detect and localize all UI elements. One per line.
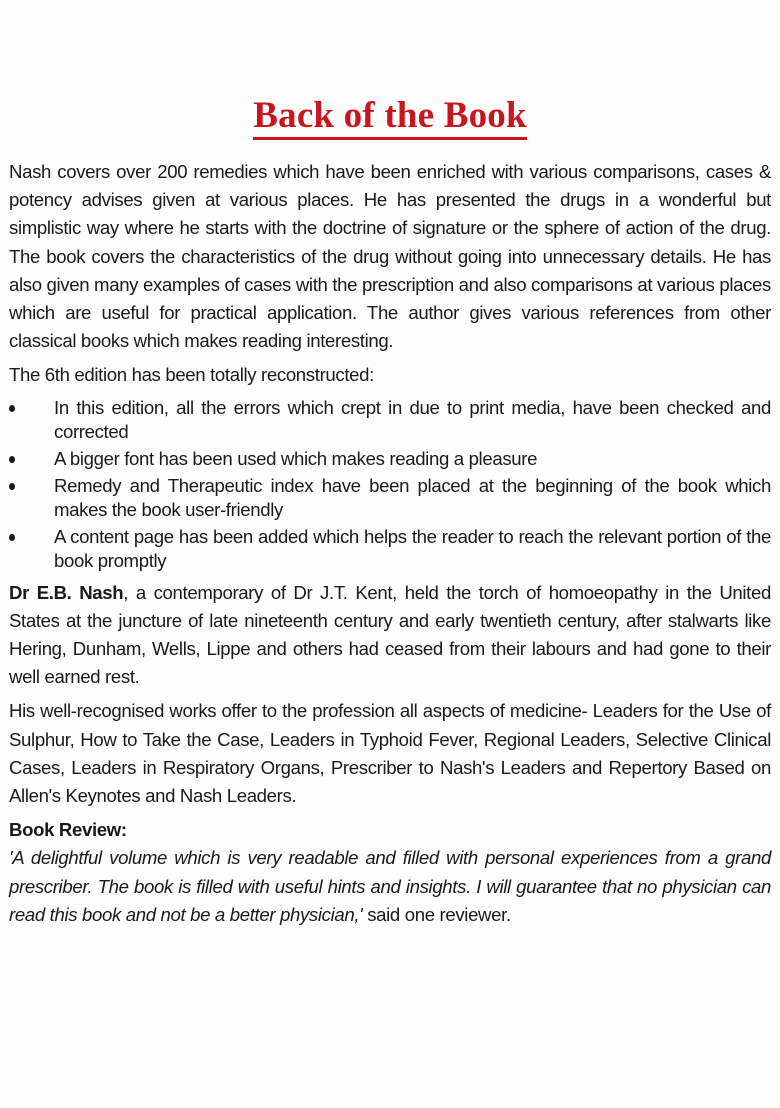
list-item-text: A content page has been added which helps the reader to reach the relevant portion of the book promptly [54, 525, 771, 571]
review-quote: 'A delightful volume which is very readable and filled with personal experiences from a grand prescriber. The book is filled with useful hints and insights. I will guarantee that no physician can read this book and not be a better physician,' [9, 847, 771, 925]
intro-paragraph: Nash covers over 200 remedies which have been enriched with various comparisons, cases & potency advises given at various places. He has presented the drugs in a wonderful but simplistic way where he starts with the doctrine of signature or the sphere of action of the drug. The book covers the characteristics of the drug without going into unnecessary details. He has also given many examples of cases with the prescription and also comparisons at various places which are useful for practical application. The author gives various references from other classical books which makes reading interesting. [9, 161, 771, 352]
list-item-text: In this edition, all the errors which crept in due to print media, have been checked and corrected [54, 396, 771, 442]
edition-bullet-list [9, 396, 771, 573]
list-item [9, 525, 771, 573]
review-attribution: said one reviewer. [362, 903, 511, 925]
title-container [0, 96, 780, 140]
author-name: Dr E.B. Nash [9, 581, 124, 603]
bullet-icon [9, 405, 15, 412]
list-item-text: A bigger font has been used which makes reading a pleasure [54, 447, 538, 469]
bullet-icon [9, 483, 15, 490]
list-item [9, 396, 771, 444]
author-bio-paragraph [9, 579, 771, 692]
list-item [9, 447, 771, 471]
bullet-icon [9, 456, 15, 463]
page-title: Back of the Book [253, 96, 527, 140]
bullet-icon [9, 534, 15, 541]
review-heading: Book Review: [9, 819, 127, 841]
edition-heading: The 6th edition has been totally reconstructed: [9, 364, 374, 386]
content-body [9, 158, 771, 929]
author-bio-text: , a contemporary of Dr J.T. Kent, held the torch of homoeopathy in the United States at the juncture of late nineteenth century and early twentieth century, after stalwarts like Hering, Dunham, Wells, Lippe and others had ceased from their labours and had gone to their well earned rest. [9, 581, 771, 688]
list-item [9, 474, 771, 522]
review-paragraph [9, 844, 771, 929]
list-item-text: Remedy and Therapeutic index have been placed at the beginning of the book which makes the book user-friendly [54, 474, 771, 520]
author-works-paragraph: His well-recognised works offer to the profession all aspects of medicine- Leaders for the Use of Sulphur, How to Take the Case, Leaders in Typhoid Fever, Regional Leaders, Selective Clinical Cases, Leaders in Respiratory Organs, Prescriber to Nash's Leaders and Repertory Based on Allen's Keynotes and Nash Leaders. [9, 700, 771, 807]
